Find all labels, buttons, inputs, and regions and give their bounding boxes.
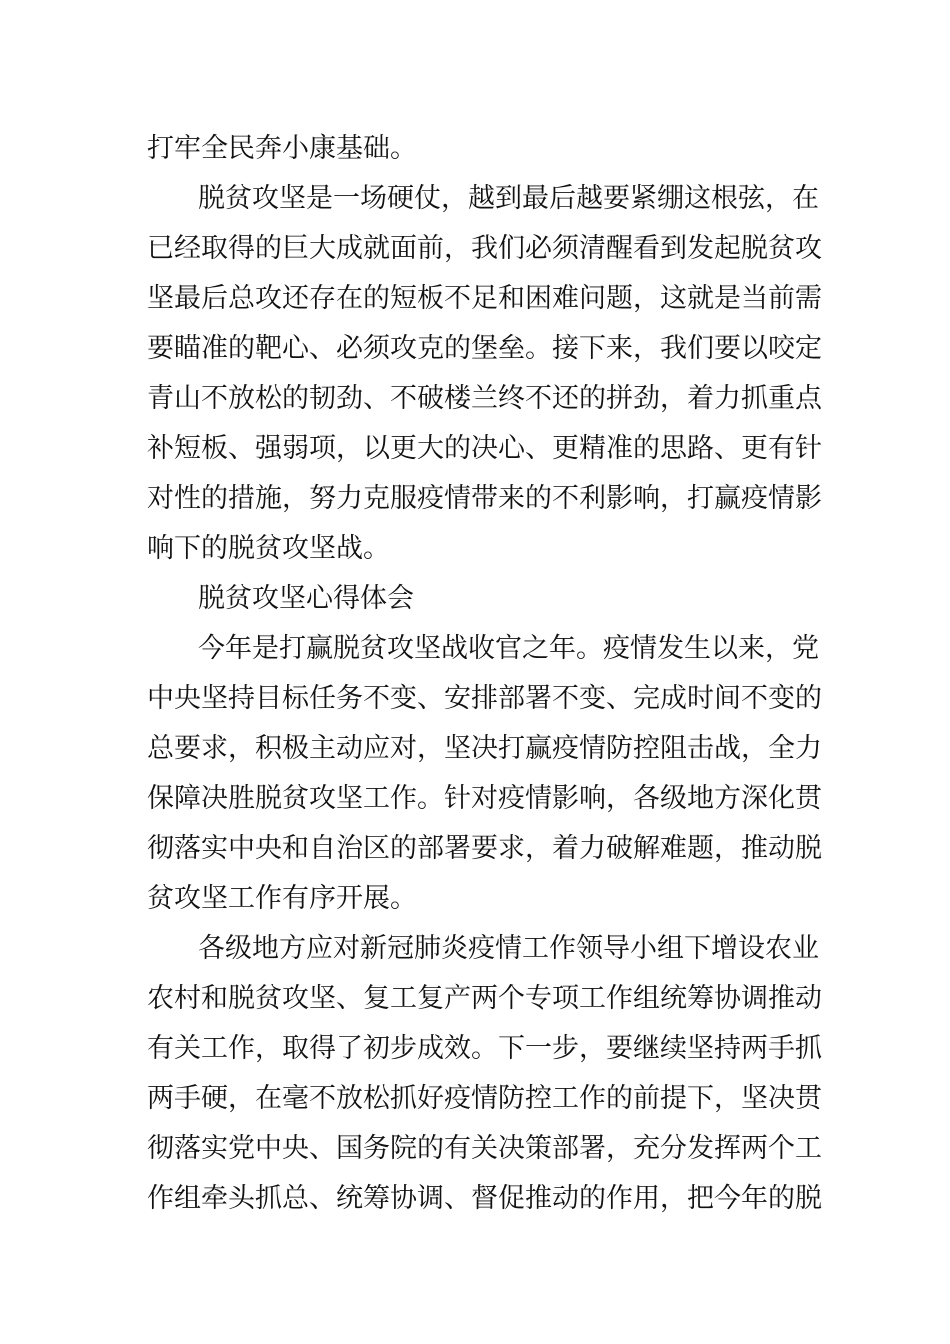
paragraph-4-line-3: 有关工作，取得了初步成效。下一步，要继续坚持两手抓 [147, 1033, 822, 1064]
paragraph-2-line-4: 要瞄准的靶心、必须攻克的堡垒。接下来，我们要以咬定 [147, 333, 822, 364]
paragraph-4-line-5: 彻落实党中央、国务院的有关决策部署，充分发挥两个工 [147, 1133, 822, 1164]
paragraph-3-line-1: 今年是打赢脱贫攻坚战收官之年。疫情发生以来，党 [198, 633, 819, 664]
paragraph-2-line-2: 已经取得的巨大成就面前，我们必须清醒看到发起脱贫攻 [147, 233, 822, 264]
paragraph-2-line-6: 补短板、强弱项，以更大的决心、更精准的思路、更有针 [147, 433, 822, 464]
paragraph-2-line-8: 响下的脱贫攻坚战。 [147, 533, 390, 564]
section-heading: 脱贫攻坚心得体会 [198, 583, 414, 614]
paragraph-4-line-4: 两手硬，在毫不放松抓好疫情防控工作的前提下，坚决贯 [147, 1083, 822, 1114]
paragraph-1-line-1: 打牢全民奔小康基础。 [147, 133, 417, 164]
paragraph-2-line-5: 青山不放松的韧劲、不破楼兰终不还的拼劲，着力抓重点 [147, 383, 822, 414]
paragraph-3-line-6: 贫攻坚工作有序开展。 [147, 883, 417, 914]
paragraph-3-line-2: 中央坚持目标任务不变、安排部署不变、完成时间不变的 [147, 683, 822, 714]
paragraph-3-line-4: 保障决胜脱贫攻坚工作。针对疫情影响，各级地方深化贯 [147, 783, 822, 814]
paragraph-4-line-1: 各级地方应对新冠肺炎疫情工作领导小组下增设农业 [198, 933, 819, 964]
paragraph-2-line-7: 对性的措施，努力克服疫情带来的不利影响，打赢疫情影 [147, 483, 822, 514]
paragraph-2-line-3: 坚最后总攻还存在的短板不足和困难问题，这就是当前需 [147, 283, 822, 314]
paragraph-4-line-6: 作组牵头抓总、统筹协调、督促推动的作用，把今年的脱 [147, 1183, 822, 1214]
paragraph-4-line-2: 农村和脱贫攻坚、复工复产两个专项工作组统筹协调推动 [147, 983, 822, 1014]
paragraph-3-line-5: 彻落实中央和自治区的部署要求，着力破解难题，推动脱 [147, 833, 822, 864]
paragraph-3-line-3: 总要求，积极主动应对，坚决打赢疫情防控阻击战，全力 [147, 733, 822, 764]
paragraph-2-line-1: 脱贫攻坚是一场硬仗，越到最后越要紧绷这根弦，在 [198, 183, 819, 214]
